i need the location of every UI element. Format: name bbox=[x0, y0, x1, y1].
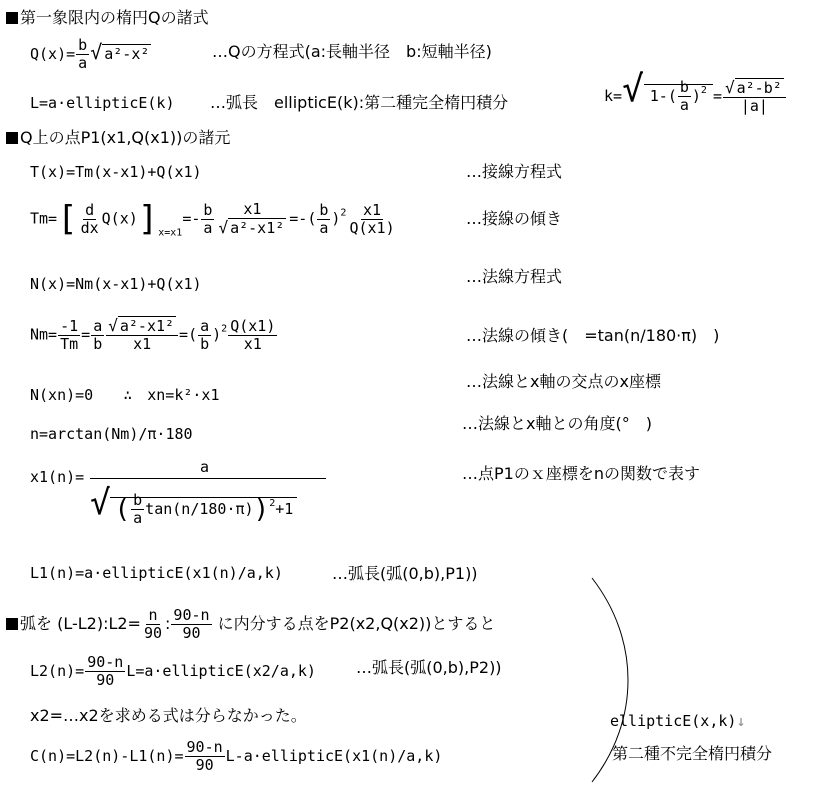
note-arc-length: …弧長 ellipticE(k):第二種完全楕円積分 bbox=[210, 93, 509, 112]
equation-x1n-numerator: a bbox=[200, 458, 210, 476]
equation-normal-intercept: N(xn)=0 ∴ xn=k²·x1 bbox=[30, 386, 220, 404]
equation-k: k=√ 1-( $\frac{b}{a}$ )$^2$ = $\frac{\text{√ a²-b²}}{|a|}$ bbox=[604, 72, 787, 114]
equation-c: C(n)=L2(n)-L1(n)= $\frac{90-n}{90}$ L-a·ellipticE(x1(n)/a,k) bbox=[30, 738, 443, 774]
side-function-name: ellipticE(x,k)↓ bbox=[610, 712, 746, 730]
note-tangent: …接線方程式 bbox=[466, 162, 563, 181]
equation-arc-length: L=a·ellipticE(k) bbox=[30, 94, 175, 112]
note-l1: …弧長(弧(0,b),P1)) bbox=[332, 564, 478, 583]
note-normal-intercept: …法線とx軸の交点のx座標 bbox=[466, 372, 661, 391]
equation-x1n-lhs: x1(n)= bbox=[30, 468, 85, 486]
equation-x1n-denominator: √ ( $\frac{b}{a}$ tan(n/180·π))$^2$+1 bbox=[90, 486, 297, 526]
heading-arc-division: 弧を (L-L2):L2= $\frac{n}{90}$ : $\frac{90-n}{90}$ に内分する点をP2(x2,Q(x2))とすると bbox=[6, 608, 495, 641]
heading-ellipse-formulas: 第一象限内の楕円Qの諸式 bbox=[6, 10, 209, 26]
side-function-description: 第二種不完全楕円積分 bbox=[612, 744, 773, 763]
note-x1n: …点P1のｘ座標をnの関数で表す bbox=[462, 464, 700, 483]
equation-tangent: T(x)=Tm(x-x1)+Q(x1) bbox=[30, 163, 202, 181]
note-tangent-slope: …接線の傾き bbox=[466, 209, 563, 228]
note-angle-n: …法線とx軸との角度(° ) bbox=[462, 414, 652, 433]
equation-tangent-slope: Tm=[ $\frac{d}{dx}$ $Q(x)]_{x=x1}=-$ $\frac{b}{a}$ $\frac{x1}{\text{√ a²-x1²}}$ =-( $\frac{b}{a}$ )$^2$ $\frac{x1}{Q(x1)}$ bbox=[30, 199, 395, 239]
heading-point-p1: Q上の点P1(x1,Q(x1))の諸元 bbox=[6, 130, 230, 146]
equation-normal: N(x)=Nm(x-x1)+Q(x1) bbox=[30, 275, 202, 293]
note-normal-slope: …法線の傾き( =tan(n/180·π) ) bbox=[466, 326, 720, 345]
down-arrow-icon: ↓ bbox=[736, 712, 746, 730]
equation-angle-n: n=arctan(Nm)/π·180 bbox=[30, 425, 193, 443]
equation-l2: L2(n)= $\frac{90-n}{90}$ L=a·ellipticE(x2/a,k) bbox=[30, 653, 316, 689]
equation-q: Q(x)= $\frac{b}{a}$ √ a²-x² bbox=[30, 36, 150, 72]
note-q-equation: …Qの方程式(a:長軸半径 b:短軸半径) bbox=[212, 42, 492, 61]
equation-l1: L1(n)=a·ellipticE(x1(n)/a,k) bbox=[30, 564, 283, 582]
equation-normal-slope: Nm= $\frac{-1}{Tm}$ = $\frac{a}{b}$ $\frac{\text{√ a²-x1²}}{x1}$ =( $\frac{a}{b}$ )$^2$ $\frac{Q(x1)}{x1}$ bbox=[30, 316, 276, 353]
note-normal: …法線方程式 bbox=[466, 267, 563, 286]
note-l2: …弧長(弧(0,b),P2)) bbox=[356, 658, 502, 677]
equation-x2: x2=…x2を求める式は分らなかった。 bbox=[30, 706, 307, 725]
